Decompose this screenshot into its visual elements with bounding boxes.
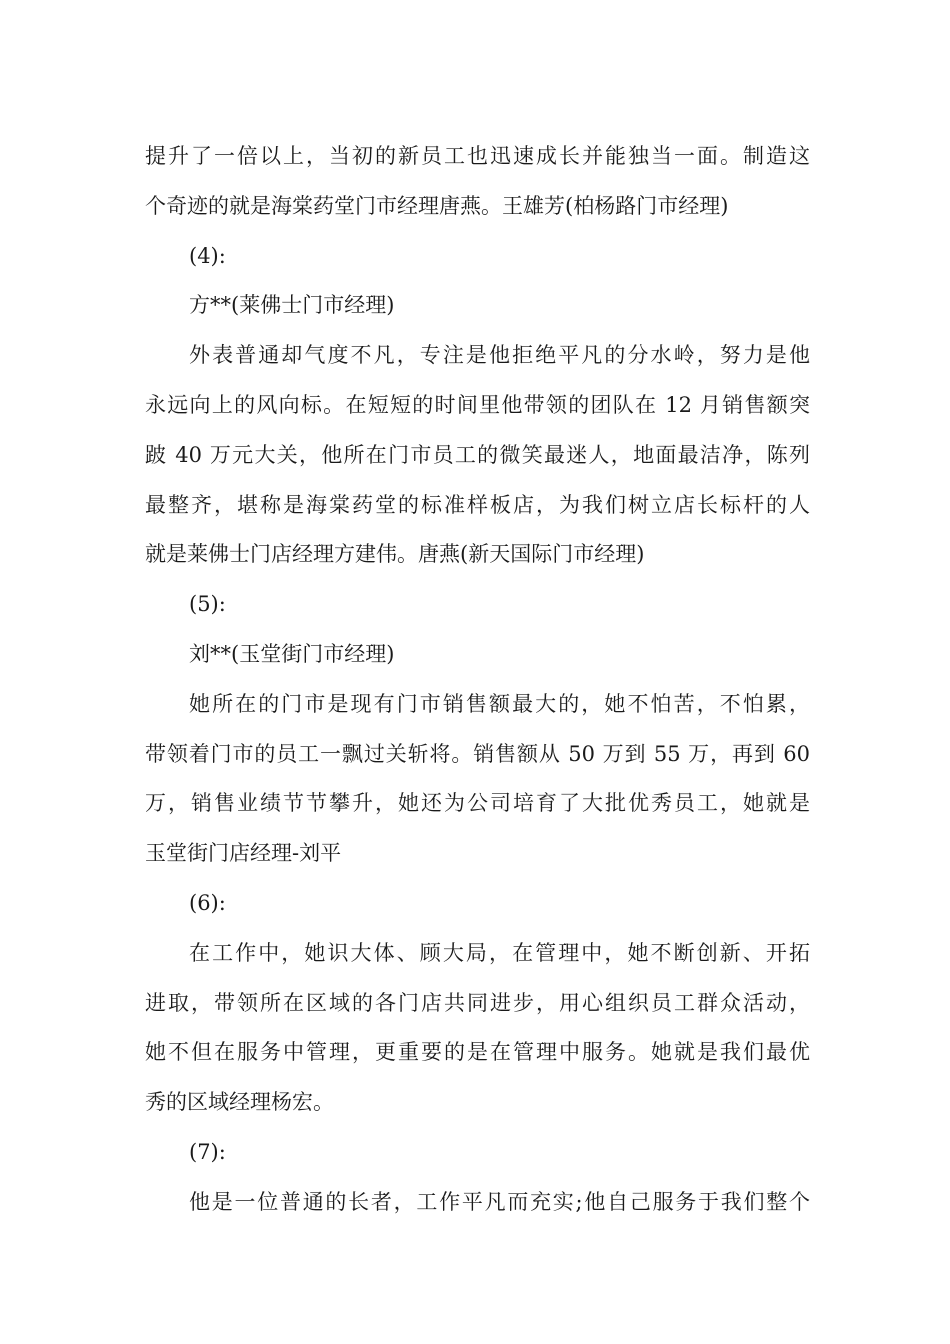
paragraph [145,929,810,1128]
text-line: (6): [189,890,226,915]
text-line: (4): [189,243,226,268]
text-line: 就是莱佛士门店经理方建伟。唐燕(新天国际门市经理) [145,542,645,567]
text-line: (5): [189,592,226,617]
paragraph-heading [145,281,810,331]
text-line: 在工作中，她识大体、顾大局，在管理中，她不断创新、开拓 [189,940,810,965]
text-line: 他是一位普通的长者，工作平凡而充实;他自己服务于我们整个 [189,1189,810,1214]
paragraph [145,132,810,232]
paragraph [145,1178,810,1228]
document-body [145,132,810,1228]
text-line: 她不但在服务中管理，更重要的是在管理中服务。她就是我们最优 [145,1040,810,1065]
text-line: 个奇迹的就是海棠药堂门市经理唐燕。王雄芳(柏杨路门市经理) [145,193,729,218]
paragraph-number [145,232,810,282]
text-line: (7): [189,1139,226,1164]
paragraph-heading [145,630,810,680]
text-line: 最整齐，堪称是海棠药堂的标准样板店，为我们树立店长标杆的人 [145,492,810,517]
text-line: 跛 40 万元大关，他所在门市员工的微笑最迷人，地面最洁净，陈列 [145,442,810,467]
text-line: 带领着门市的员工一飘过关斩将。销售额从 50 万到 55 万，再到 60 [145,741,810,766]
paragraph-number [145,580,810,630]
paragraph-number [145,879,810,929]
text-line: 提升了一倍以上，当初的新员工也迅速成长并能独当一面。制造这 [145,144,810,168]
text-line: 她所在的门市是现有门市销售额最大的，她不怕苦，不怕累， [189,691,810,716]
text-line: 刘**(玉堂街门市经理) [189,641,395,666]
paragraph [145,331,810,580]
paragraph-number [145,1128,810,1178]
text-line: 外表普通却气度不凡，专注是他拒绝平凡的分水岭，努力是他 [189,343,810,368]
text-line: 玉堂街门店经理-刘平 [145,841,342,866]
text-line: 秀的区域经理杨宏。 [145,1090,334,1115]
text-line: 方**(莱佛士门市经理) [189,293,395,318]
text-line: 永远向上的风向标。在短短的时间里他带领的团队在 12 月销售额突 [145,392,810,417]
paragraph [145,680,810,879]
text-line: 万，销售业绩节节攀升，她还为公司培育了大批优秀员工，她就是 [145,791,810,816]
text-line: 进取，带领所在区域的各门店共同进步，用心组织员工群众活动， [145,990,810,1015]
